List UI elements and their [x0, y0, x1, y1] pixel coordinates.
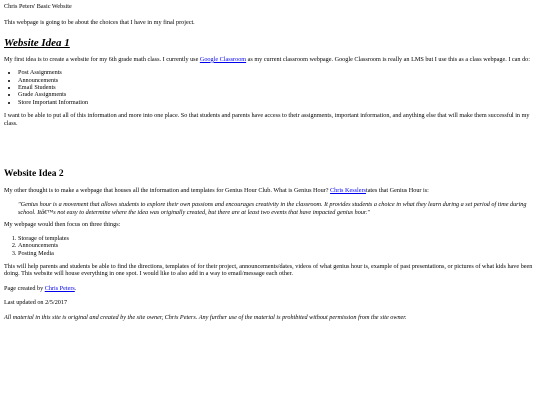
idea2-paragraph	[4, 187, 536, 194]
page-created-line	[4, 285, 536, 292]
idea1-list	[4, 69, 536, 106]
idea1-text-after: as my current classroom webpage. Google Classroom is really an LMS but I use this as a class webpage. I can do:	[246, 55, 530, 63]
idea2-text-after: tates that Genius Hour is:	[365, 187, 429, 195]
copyright-notice: All material in this site is original and created by the site owner, Chris Peters. Any further use of the material is prohibited without permission from the site owner.	[4, 313, 407, 321]
author-link[interactable]: Chris Peters	[44, 284, 75, 292]
chris-kessler-link[interactable]: Chris Kesslers	[330, 187, 366, 195]
list-item: • Email Students	[18, 84, 536, 91]
last-updated: Last updated on 2/5/2017	[4, 299, 68, 307]
idea2-heading: Website Idea 2	[4, 169, 64, 180]
list-item: • Announcements	[18, 77, 536, 84]
list-item: 3. Posting Media	[18, 250, 536, 257]
idea2-list	[4, 235, 536, 257]
idea2-closing-paragraph: This will help parents and students be able to find the directions, templates of for their project, announcements/dates, videos of what genius hour is, example of past presentations, or pictures of what kids have been doing. This website will house everything in one spot. I would like to also add in a way to email/message each other.	[4, 262, 533, 278]
intro-paragraph: This webpage is going to be about the choices that I have in my final project.	[4, 19, 195, 27]
idea1-text-before: My first idea is to create a website for my 6th grade math class. I currently use	[4, 55, 200, 63]
created-prefix: Page created by	[4, 284, 45, 292]
genius-hour-quote: "Genius hour is a movement that allows students to explore their own passions and encourages creativity in the classroom. It provides students a choice in what they learn during a set period of time during school. Itâ€™s not easy to determine where the idea was originally created, but there are at least two events that have impacted genius hour."	[18, 201, 527, 216]
created-suffix: .	[74, 284, 77, 292]
list-item: • Post Assignments	[18, 69, 536, 76]
idea2-text-before: My other thought is to make a webpage that houses all the information and templates for Genius Hour Club. What is Genius Hour?	[4, 187, 331, 195]
list-item: • Grade Assignments	[18, 91, 536, 98]
idea1-paragraph	[4, 56, 536, 63]
google-classroom-link[interactable]: Google Classroom	[199, 55, 247, 63]
list-item: 1. Storage of templates	[18, 235, 536, 242]
list-item: • Store Important Information	[18, 99, 536, 106]
site-title: Chris Peters' Basic Website	[4, 3, 72, 10]
idea2-focus-text: My webpage would then focus on three things:	[4, 221, 121, 229]
idea1-closing-paragraph: I want to be able to put all of this information and more into one place. So that students and parents have access to their assignments, important information, and anything else that will make them successful in my class.	[4, 112, 530, 127]
idea1-heading: Website Idea 1	[4, 36, 70, 49]
list-item: 2. Announcements	[18, 242, 536, 249]
